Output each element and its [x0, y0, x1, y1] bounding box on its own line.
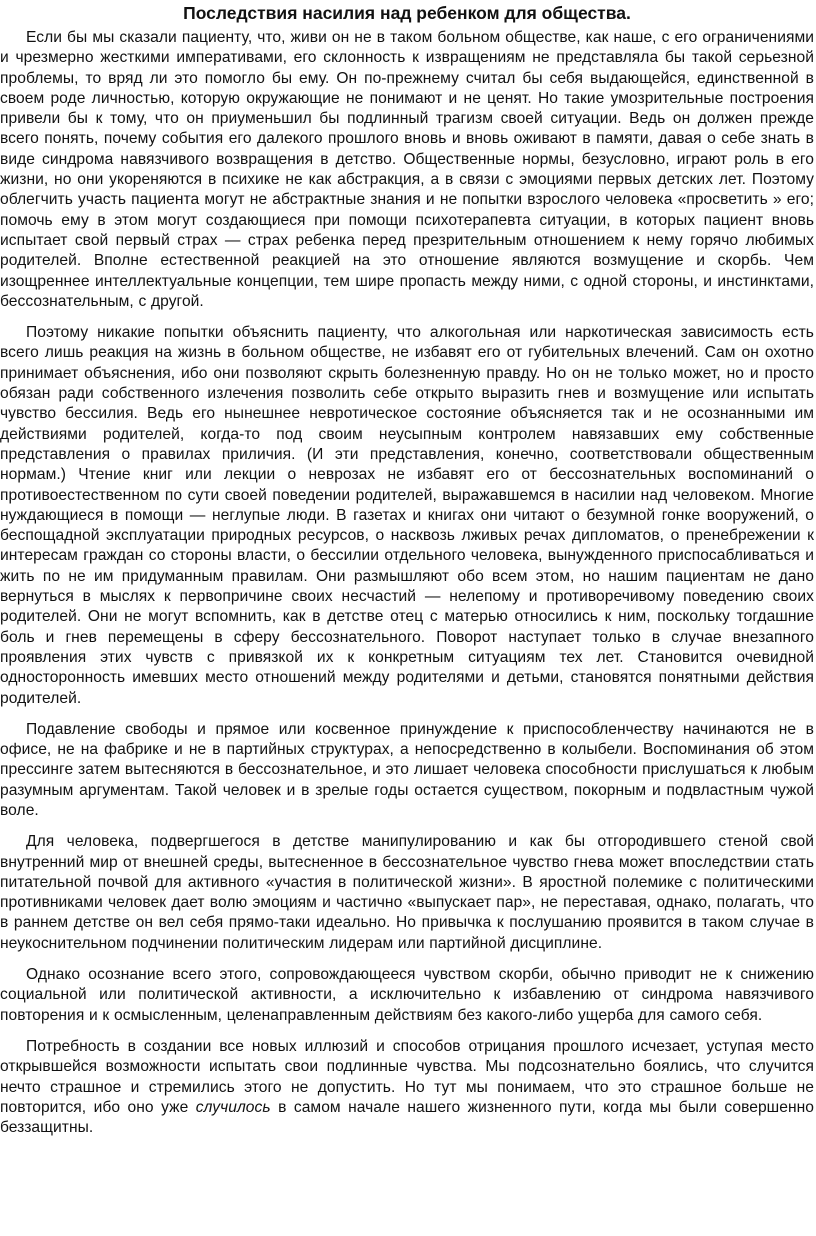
paragraph-3: Подавление свободы и прямое или косвенное принуждение к приспособленчеству начинаются не в офисе, не на фабрике и не в партийных структурах, а непосредственно в колыбели. Воспоминания об этом прессинге затем вытесняются в бессознательное, и это лишает человека способности прислушаться к любым разумным аргументам. Такой человек и в зрелые годы остается существом, покорным и подвластным чужой воле. [0, 720, 814, 819]
paragraph-6 [0, 1037, 814, 1138]
paragraph-5: Однако осознание всего этого, сопровождающееся чувством скорби, обычно приводит не к снижению социальной или политической активности, а исключительно к избавлению от синдрома навязчивого повторения и к осмысленным, целенаправленным действиям без какого-либо ущерба для самого себя. [0, 966, 814, 1024]
paragraph-6-text-end: в самом начале нашего жизненного пути, когда мы были совершенно беззащитны. [0, 1098, 815, 1137]
paragraph-2: Поэтому никакие попытки объяснить пациенту, что алкогольная или наркотическая зависимость есть всего лишь реакция на жизнь в больном обществе, не избавят его от губительных влечений. Сам он охотно принимает объяснения, ибо они позволяют скрыть болезненную правду. Но он не только может, но и просто обязан ради собственного излечения позволить себе открыто выразить гнев и возмущение или испытать чувство бессилия. Ведь его нынешнее невротическое состояние объясняется так и не осознанными им действиями родителей, когда-то под своим неусыпным контролем навязавших ему собственные представления о правилах приличия. (И эти представления, конечно, соответствовали общественным нормам.) Чтение книг или лекции о неврозах не избавят его от бессознательных воспоминаний о противоестественном по сути своей поведении родителей, выражавшемся в насилии над человеком. Многие нуждающиеся в помощи — неглупые люди. В газетах и книгах они читают о безумной гонке вооружений, о беспощадной эксплуатации природных ресурсов, о насквозь лживых речах дипломатов, о пренебрежении к интересам граждан со стороны власти, о бессилии отдельного человека, вынужденного приспосабливаться и жить по не им придуманным правилам. Они размышляют обо всем этом, но нашим пациентам не дано вернуться в мыслях к первопричине своих несчастий — нелепому и противоречивому поведению своих родителей. Они не могут вспомнить, как в детстве отец с матерью относились к ним, поскольку тогдашние боль и гнев перемещены в сферу бессознательного. Поворот наступает только в случае внезапного проявления этих чувств с привязкой их к конкретным ситуациям тех лет. Становится очевидной односторонность имевших место отношений между родителями и детьми, становятся понятными действия родителей. [0, 324, 814, 707]
paragraph-4: Для человека, подвергшегося в детстве манипулированию и как бы отгородившего стеной свой внутренний мир от внешней среды, вытесненное в бессознательное чувство гнева может впоследствии стать питательной почвой для активного «участия в политической жизни». В яростной полемике с политическими противниками человек дает волю эмоциям и частично «выпускает пар», не переставая, однако, полагать, что в раннем детстве он вел себя прямо-таки идеально. Но привычка к послушанию проявится в таком случае в неукоснительном подчинении политическим лидерам или партийной дисциплине. [0, 833, 814, 952]
document-title: Последствия насилия над ребенком для общества. [183, 3, 631, 23]
paragraph-1: Если бы мы сказали пациенту, что, живи он не в таком больном обществе, как наше, с его ограничениями и чрезмерно жесткими императивами, его склонность к извращениям не представляла бы такой серьезной проблемы, то вряд ли это помогло бы ему. Он по-прежнему считал бы себя выдающейся, единственной в своем роде личностью, которую окружающие не понимают и не ценят. Но такие умозрительные построения привели бы к тому, что он приуменьшил бы подлинный трагизм своей ситуации. Ведь он должен прежде всего понять, почему события его далекого прошлого вновь и вновь оживают в памяти, давая о себе знать в виде синдрома навязчивого возвращения в детство. Общественные нормы, безусловно, играют роль в его жизни, но они укореняются в психике не как абстракция, а в связи с эмоциями первых детских лет. Поэтому облегчить участь пациента могут не абстрактные знания и не попытки взрослого человека «просветить » его; помочь ему в этом могут создающиеся при помощи психотерапевта ситуации, в которых пациент вновь испытает свой первый страх — страх ребенка перед презрительным отношением к нему горячо любимых родителей. Вполне естественной реакцией на это отношение являются возмущение и скорбь. Чем изощреннее интеллектуальные концепции, тем шире пропасть между ними, с одной стороны, и инстинктами, бессознательным, с другой. [0, 29, 814, 310]
paragraph-6-emphasis: случилось [195, 1098, 271, 1116]
paragraph-6-text-start: Потребность в создании все новых иллюзий и способов отрицания прошлого исчезает, уступая место открывшейся возможности испытать свои подлинные чувства. Мы подсознательно боялись, что случится нечто страшное и стремились этого не допустить. Но тут мы понимаем, что это страшное больше не повторится, ибо оно уже [0, 1037, 814, 1116]
